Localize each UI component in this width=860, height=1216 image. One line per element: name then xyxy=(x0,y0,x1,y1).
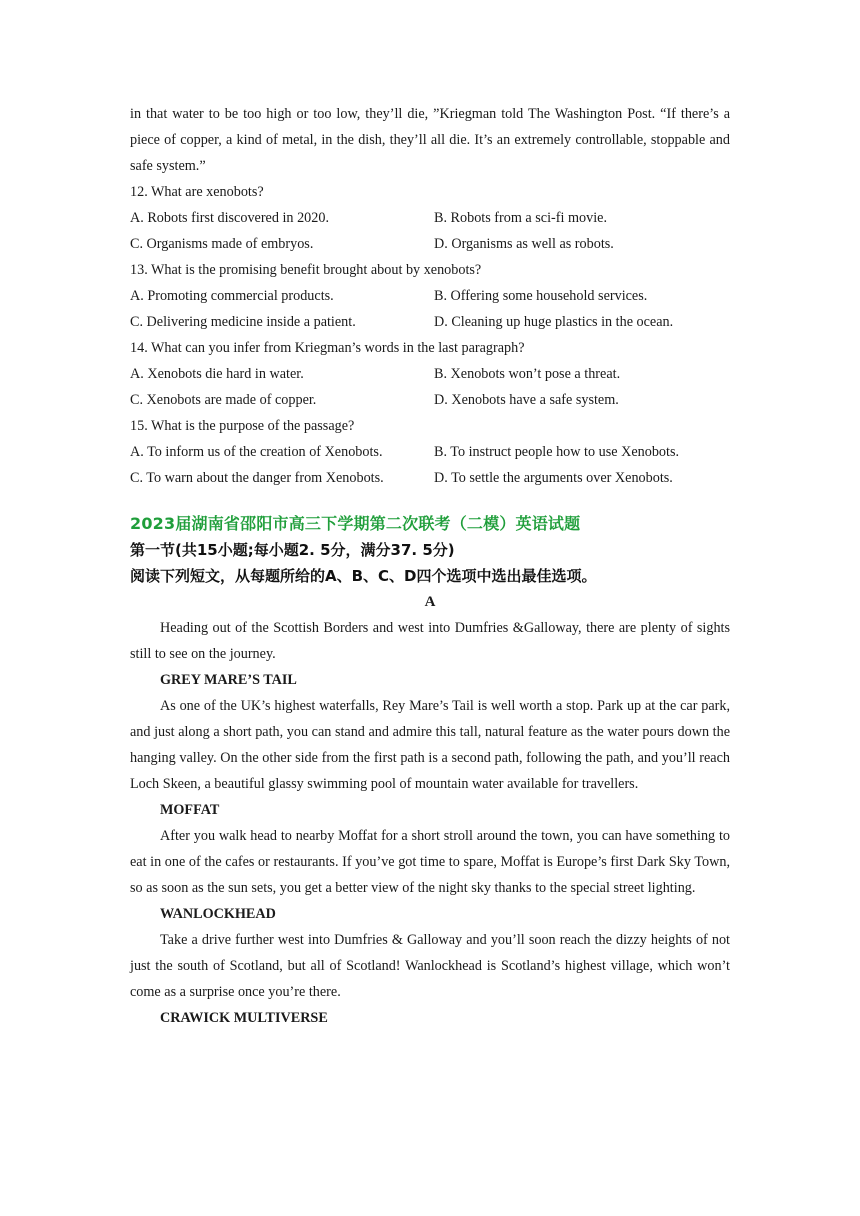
options-row xyxy=(130,205,730,231)
options-row xyxy=(130,439,730,465)
section-heading: MOFFAT xyxy=(160,802,220,818)
option-c: C. Xenobots are made of copper. xyxy=(130,392,317,408)
option-b: B. To instruct people how to use Xenobots. xyxy=(434,444,680,460)
option-a: A. To inform us of the creation of Xenobots. xyxy=(130,444,383,460)
spacer xyxy=(130,491,730,511)
option-b: B. Robots from a sci-fi movie. xyxy=(434,210,607,226)
option-d: D. Cleaning up huge plastics in the ocean. xyxy=(434,314,674,330)
option-c: C. To warn about the danger from Xenobots. xyxy=(130,470,384,486)
exam-title: 2023届湖南省邵阳市高三下学期第二次联考（二模）英语试题 xyxy=(130,514,581,533)
options-row xyxy=(130,465,730,491)
passage-label: A xyxy=(424,594,436,610)
passage-intro: Heading out of the Scottish Borders and west into Dumfries &Galloway, there are plenty of sights still to see on the journey. xyxy=(130,620,730,662)
section-heading: GREY MARE’S TAIL xyxy=(160,672,297,688)
section-text: As one of the UK’s highest waterfalls, Rey Mare’s Tail is well worth a stop. Park up at the car park, and just along a short path, you can stand and admire this tall, natural feature as the water pours down the hanging valley. On the other side from the first path is a second path, following the path, and you’ll reach Loch Skeen, a beautiful glassy swimming pool of mountain water available for travellers. xyxy=(130,698,730,792)
option-d: D. Organisms as well as robots. xyxy=(434,236,614,252)
question-14: 14. What can you infer from Kriegman’s words in the last paragraph? xyxy=(130,340,525,356)
options-row xyxy=(130,309,730,335)
option-b: B. Offering some household services. xyxy=(434,288,648,304)
section-line: 第一节(共15小题;每小题2. 5分，满分37. 5分) xyxy=(130,541,455,559)
section-text: Take a drive further west into Dumfries & Galloway and you’ll soon reach the dizzy heights of not just the south of Scotland, but all of Scotland! Wanlockhead is Scotland’s highest village, which won’t come as a surprise once you’re there. xyxy=(130,932,730,1000)
question-15: 15. What is the purpose of the passage? xyxy=(130,418,355,434)
question-13: 13. What is the promising benefit brought about by xenobots? xyxy=(130,262,482,278)
document-page xyxy=(130,101,730,1031)
option-c: C. Organisms made of embryos. xyxy=(130,236,314,252)
option-d: D. To settle the arguments over Xenobots. xyxy=(434,470,673,486)
options-row xyxy=(130,283,730,309)
intro-paragraph: in that water to be too high or too low, they’ll die, ”Kriegman told The Washington Post. “If there’s a piece of copper, a kind of metal, in the dish, they’ll all die. It’s an extremely controllable, stoppable and safe system.” xyxy=(130,106,730,174)
section-heading: WANLOCKHEAD xyxy=(160,906,276,922)
question-12: 12. What are xenobots? xyxy=(130,184,264,200)
section-text: After you walk head to nearby Moffat for a short stroll around the town, you can have something to eat in one of the cafes or restaurants. If you’ve got time to spare, Moffat is Europe’s first Dark Sky Town, so as soon as the sun sets, you get a better view of the night sky thanks to the special street lighting. xyxy=(130,828,730,896)
options-row xyxy=(130,231,730,257)
option-b: B. Xenobots won’t pose a threat. xyxy=(434,366,621,382)
instruction-line: 阅读下列短文，从每题所给的A、B、C、D四个选项中选出最佳选项。 xyxy=(130,567,597,585)
option-d: D. Xenobots have a safe system. xyxy=(434,392,619,408)
section-heading: CRAWICK MULTIVERSE xyxy=(160,1010,328,1026)
option-a: A. Robots first discovered in 2020. xyxy=(130,210,329,226)
options-row xyxy=(130,387,730,413)
option-a: A. Xenobots die hard in water. xyxy=(130,366,304,382)
options-row xyxy=(130,361,730,387)
option-c: C. Delivering medicine inside a patient. xyxy=(130,314,356,330)
option-a: A. Promoting commercial products. xyxy=(130,288,334,304)
